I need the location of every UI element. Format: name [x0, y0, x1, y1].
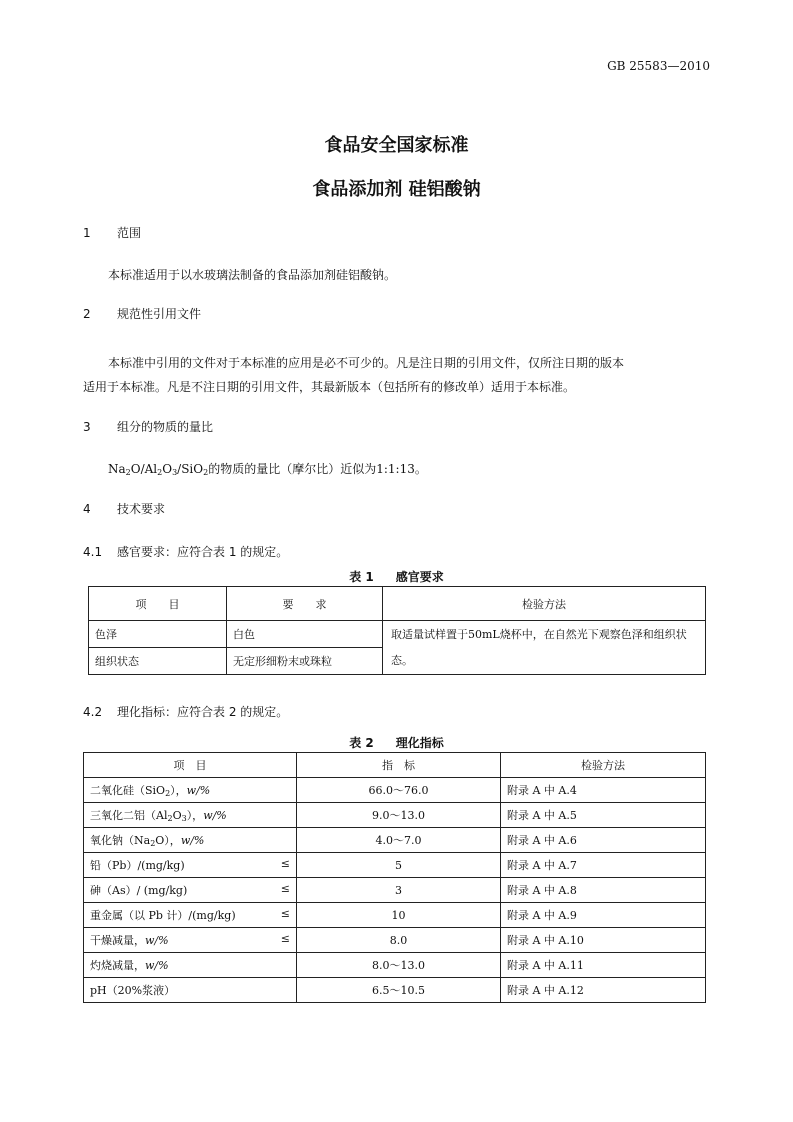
table-2-caption: 表 2 理化指标: [349, 736, 444, 750]
item-cell: 灼烧减量，w/%: [84, 953, 297, 978]
table-header-row: [89, 587, 706, 621]
method-cell: 附录 A 中 A.5: [501, 803, 706, 828]
value-cell: 6.5～10.5: [297, 978, 501, 1003]
value-cell: 3: [297, 878, 501, 903]
header-cell: 指 标: [297, 753, 501, 778]
lte-symbol: ≤: [280, 882, 290, 895]
section-1-heading: [83, 224, 141, 241]
item-cell: 二氧化硅（SiO$_2$），w/%: [84, 778, 297, 803]
section-2-body-line-1: 本标准中引用的文件对于本标准的应用是必不可少的。凡是注日期的引用文件，仅所注日期的版本: [108, 356, 625, 370]
header-cell: 项 目: [84, 753, 297, 778]
table-row: [84, 953, 706, 978]
table-row: [84, 853, 706, 878]
item-cell: 铅（Pb）/(mg/kg) ≤: [84, 853, 297, 878]
value-cell: 10: [297, 903, 501, 928]
method-cell: 附录 A 中 A.9: [501, 903, 706, 928]
method-cell: 附录 A 中 A.4: [501, 778, 706, 803]
section-number: 1: [83, 226, 91, 240]
document-title: 食品安全国家标准: [324, 135, 469, 156]
method-cell: 附录 A 中 A.11: [501, 953, 706, 978]
section-4-2-heading: [83, 703, 288, 720]
section-title: 技术要求: [117, 502, 166, 516]
requirement-cell: 白色: [227, 621, 383, 648]
section-title: 理化指标：应符合表 2 的规定。: [117, 705, 289, 719]
value-cell: 8.0～13.0: [297, 953, 501, 978]
lte-symbol: ≤: [280, 857, 290, 870]
section-4-1-heading: [83, 543, 288, 560]
table-row: [84, 778, 706, 803]
table-row: [89, 621, 706, 648]
section-title: 感官要求：应符合表 1 的规定。: [117, 545, 289, 559]
table-row: [84, 903, 706, 928]
table-row: [84, 803, 706, 828]
section-title: 范围: [117, 226, 142, 240]
standard-code: GB 25583—2010: [607, 59, 710, 73]
method-cell: 附录 A 中 A.10: [501, 928, 706, 953]
section-title: 组分的物质的量比: [117, 420, 214, 434]
section-number: 4.1: [83, 545, 103, 559]
item-cell: 氧化钠$(Na_2O)$，w/%: [84, 828, 297, 853]
item-cell: 三氧化二铝$(Al_2O_3)$，w/%: [84, 803, 297, 828]
table-2-physicochemical-indicators: [83, 752, 706, 1003]
table-row: [84, 878, 706, 903]
value-cell: 5: [297, 853, 501, 878]
section-number: 2: [83, 307, 91, 321]
value-cell: 8.0: [297, 928, 501, 953]
molar-ratio-statement: $Na_2O/Al_2O_3/SiO_2$的物质的量比（摩尔比）近似为1:1:13。: [108, 462, 427, 477]
section-number: 4.2: [83, 705, 103, 719]
item-cell: 色泽: [89, 621, 227, 648]
header-cell: 项 目: [89, 587, 227, 621]
section-2-heading: [83, 305, 201, 322]
section-number: 4: [83, 502, 91, 516]
table-1-caption: 表 1 感官要求: [349, 570, 444, 584]
method-cell: 附录 A 中 A.6: [501, 828, 706, 853]
document-subtitle: 食品添加剂 硅铝酸钠: [312, 179, 481, 200]
section-3-heading: [83, 418, 213, 435]
lte-symbol: ≤: [280, 907, 290, 920]
section-1-body: 本标准适用于以水玻璃法制备的食品添加剂硅铝酸钠。: [108, 268, 397, 282]
item-cell: 重金属（以 Pb 计）/(mg/kg) ≤: [84, 903, 297, 928]
method-cell: 附录 A 中 A.7: [501, 853, 706, 878]
value-cell: 66.0～76.0: [297, 778, 501, 803]
lte-symbol: ≤: [280, 932, 290, 945]
item-cell: pH（20%浆液）: [84, 978, 297, 1003]
item-cell: 组织状态: [89, 648, 227, 675]
section-4-heading: [83, 500, 165, 517]
table-header-row: [84, 753, 706, 778]
header-cell: 检验方法: [501, 753, 706, 778]
table-1-sensory-requirements: [88, 586, 706, 675]
section-2-body-line-2: 适用于本标准。凡是不注日期的引用文件，其最新版本（包括所有的修改单）适用于本标准。: [83, 380, 576, 394]
table-row: [84, 978, 706, 1003]
table-row: [84, 928, 706, 953]
section-number: 3: [83, 420, 91, 434]
method-cell: 取适量试样置于50mL烧杯中，在自然光下观察色泽和组织状态。: [383, 621, 706, 675]
value-cell: 4.0～7.0: [297, 828, 501, 853]
item-cell: 干燥减量，w/% ≤: [84, 928, 297, 953]
section-title: 规范性引用文件: [117, 307, 202, 321]
table-row: [84, 828, 706, 853]
method-cell: 附录 A 中 A.8: [501, 878, 706, 903]
method-cell: 附录 A 中 A.12: [501, 978, 706, 1003]
requirement-cell: 无定形细粉末或珠粒: [227, 648, 383, 675]
header-cell: 检验方法: [383, 587, 706, 621]
value-cell: 9.0～13.0: [297, 803, 501, 828]
header-cell: 要 求: [227, 587, 383, 621]
item-cell: 砷（As）/ (mg/kg) ≤: [84, 878, 297, 903]
